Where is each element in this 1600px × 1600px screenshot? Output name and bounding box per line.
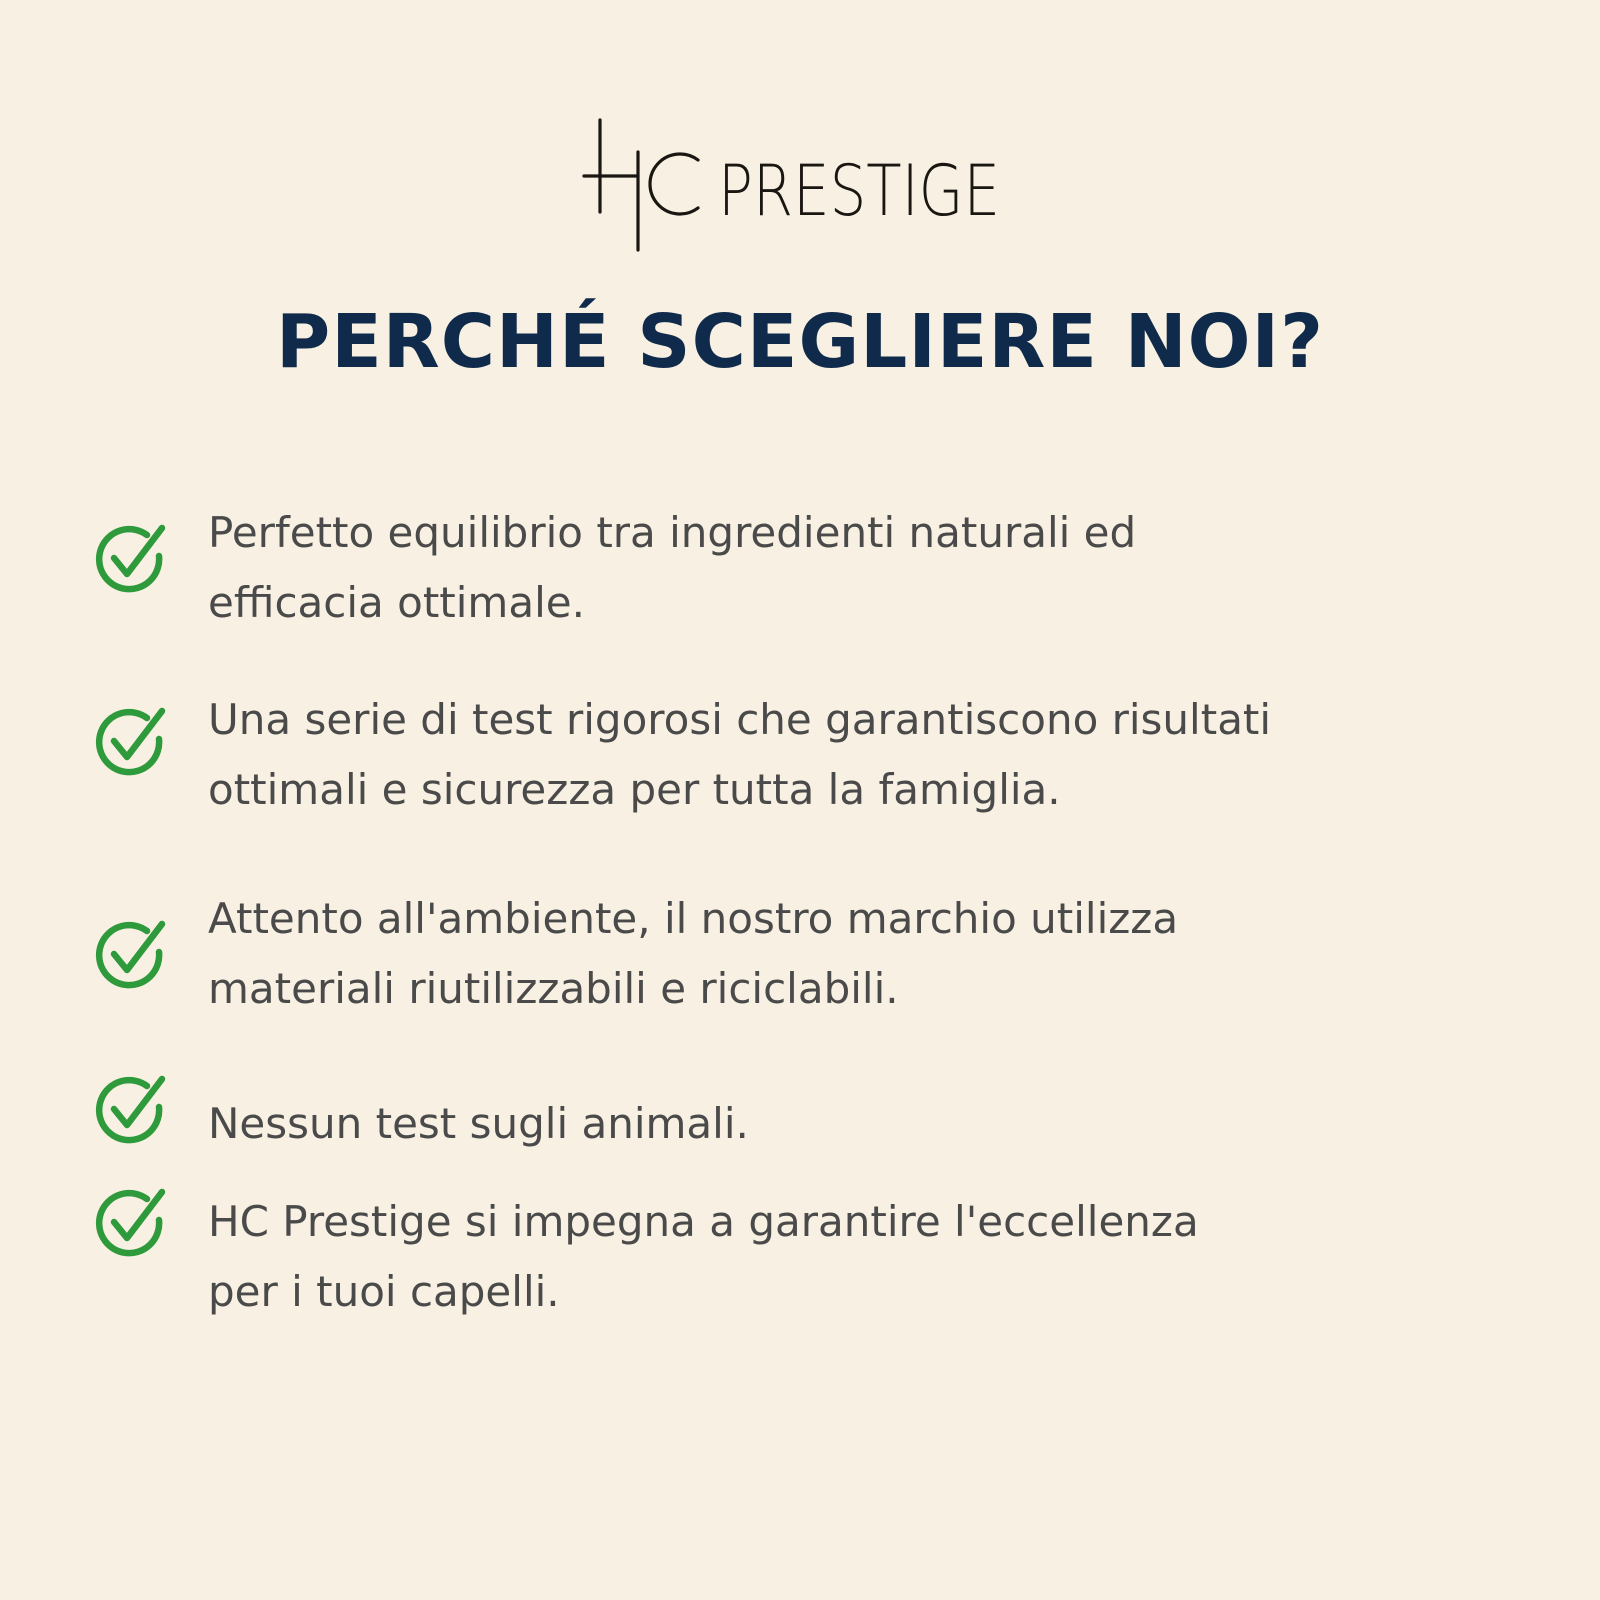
hc-prestige-logo bbox=[580, 112, 1020, 262]
benefit-line: efficacia ottimale. bbox=[208, 578, 585, 627]
check-circle-icon bbox=[92, 518, 172, 598]
benefit-line: Perfetto equilibrio tra ingredienti naturali ed bbox=[208, 508, 1137, 557]
logo-wordmark: PRESTIGE bbox=[718, 150, 1000, 232]
check-circle-icon bbox=[92, 1182, 172, 1262]
check-circle-icon bbox=[92, 914, 172, 994]
benefit-line: Attento all'ambiente, il nostro marchio utilizza bbox=[208, 894, 1179, 943]
benefit-text bbox=[208, 1089, 1508, 1159]
benefit-text bbox=[208, 884, 1508, 1024]
benefit-line: ottimali e sicurezza per tutta la famiglia. bbox=[208, 765, 1061, 814]
benefit-line: HC Prestige si impegna a garantire l'eccellenza bbox=[208, 1197, 1199, 1246]
page-title: PERCHÉ SCEGLIERE NOI? bbox=[275, 299, 1325, 385]
benefit-text bbox=[208, 498, 1508, 638]
brand-logo bbox=[0, 112, 1600, 262]
benefit-text bbox=[208, 1187, 1508, 1327]
check-circle-icon bbox=[92, 701, 172, 781]
benefit-text bbox=[208, 685, 1508, 825]
benefit-line: per i tuoi capelli. bbox=[208, 1267, 560, 1316]
check-circle-icon bbox=[92, 1069, 172, 1149]
benefit-line: Una serie di test rigorosi che garantiscono risultati bbox=[208, 695, 1272, 744]
benefit-line: Nessun test sugli animali. bbox=[208, 1099, 749, 1148]
benefit-line: materiali riutilizzabili e riciclabili. bbox=[208, 964, 899, 1013]
